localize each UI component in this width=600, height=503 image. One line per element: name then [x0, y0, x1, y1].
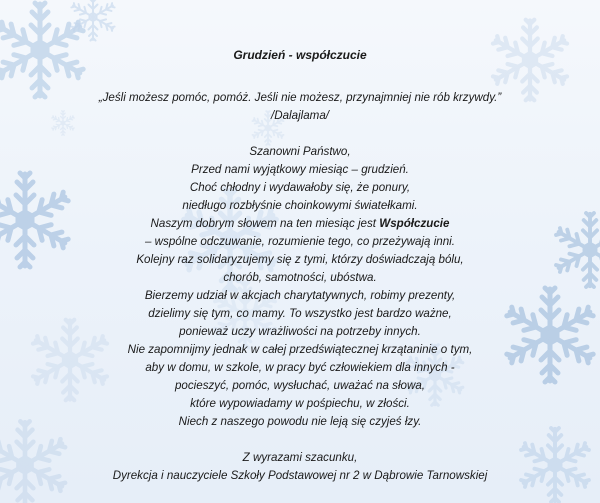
body-line: pocieszyć, pomóc, wysłuchać, uważać na słowa, — [174, 379, 426, 392]
body-line: aby w domu, w szkole, w pracy być człowiekiem dla innych - — [145, 361, 455, 374]
body-line: chorób, samotności, ubóstwa. — [223, 271, 377, 284]
signature: Dyrekcja i nauczyciele Szkoły Podstawowej nr 2 w Dąbrowie Tarnowskiej — [112, 469, 488, 482]
body-line: Nie zapomnijmy jednak w całej przedświątecznej krzątaninie o tym, — [127, 343, 473, 356]
body-line: Przed nami wyjątkowy miesiąc – grudzień. — [191, 163, 409, 176]
body-line: które wypowiadamy w pośpiechu, w złości. — [190, 397, 410, 410]
keyword: Współczucie — [379, 217, 450, 230]
body-line: – wspólne odczuwanie, rozumienie tego, co przeżywają inni. — [145, 235, 455, 248]
body-line: Bierzemy udział w akcjach charytatywnych, robimy prezenty, — [144, 289, 456, 302]
salutation: Szanowni Państwo, — [249, 145, 351, 158]
body-line: Niech z naszego powodu nie leją się czyjeś łzy. — [178, 415, 422, 428]
body-line-text: Naszym dobrym słowem na ten miesiąc jest — [150, 217, 380, 230]
body-line: niedługo rozbłyśnie choinkowymi światełkami. — [182, 199, 418, 212]
body-line: Choć chłodny i wydawałoby się, że ponury, — [189, 181, 411, 194]
letter-title: Grudzień - współczucie — [233, 48, 367, 62]
body-line — [0, 215, 600, 233]
body-line: dzielimy się tym, co mamy. To wszystko jest bardzo ważne, — [148, 307, 452, 320]
quote-text: „Jeśli możesz pomóc, pomóż. Jeśli nie możesz, przynajmniej nie rób krzywdy.” — [98, 91, 502, 104]
body-line: Kolejny raz solidaryzujemy się z tymi, którzy doświadczają bólu, — [136, 253, 464, 266]
body-line: ponieważ uczy wrażliwości na potrzeby innych. — [179, 325, 421, 338]
quote-author: /Dalajlama/ — [271, 109, 329, 122]
closing: Z wyrazami szacunku, — [242, 451, 358, 464]
